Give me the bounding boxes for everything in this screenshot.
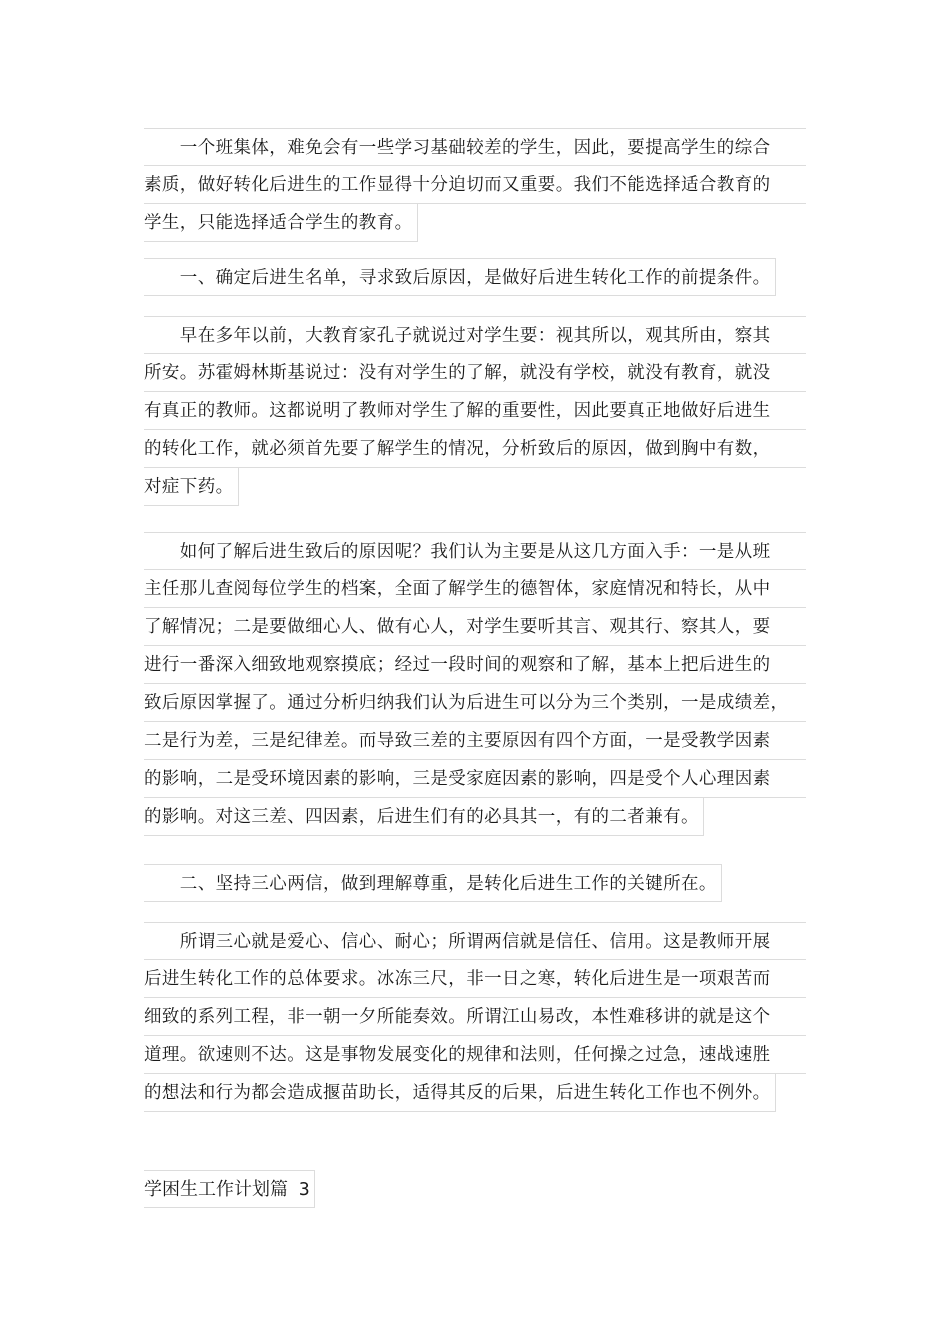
text-line: 的转化工作，就必须首先要了解学生的情况，分析致后的原因，做到胸中有数， <box>144 430 806 468</box>
text-line: 对症下药。 <box>144 468 239 506</box>
paragraph-section-one-title <box>144 258 806 300</box>
text-line: 一、确定后进生名单，寻求致后原因，是做好后进生转化工作的前提条件。 <box>144 258 776 296</box>
text-line: 早在多年以前，大教育家孔子就说过对学生要：视其所以，观其所由，察其 <box>144 316 806 354</box>
section-heading: 学困生工作计划篇 3 <box>144 1170 315 1208</box>
text-line: 的影响，二是受环境因素的影响，三是受家庭因素的影响，四是受个人心理因素 <box>144 760 806 798</box>
text-line: 有真正的教师。这都说明了教师对学生了解的重要性，因此要真正地做好后进生 <box>144 392 806 430</box>
paragraph-confucius <box>144 316 806 510</box>
text-line: 学生，只能选择适合学生的教育。 <box>144 204 418 242</box>
text-line: 的想法和行为都会造成揠苗助长，适得其反的后果，后进生转化工作也不例外。 <box>144 1074 776 1112</box>
text-line: 了解情况；二是要做细心人、做有心人，对学生要听其言、观其行、察其人，要 <box>144 608 806 646</box>
paragraph-causes <box>144 532 806 840</box>
paragraph-intro <box>144 128 806 246</box>
text-line: 所安。苏霍姆林斯基说过：没有对学生的了解，就没有学校，就没有教育，就没 <box>144 354 806 392</box>
text-line: 一个班集体，难免会有一些学习基础较差的学生，因此，要提高学生的综合 <box>144 128 806 166</box>
text-line: 后进生转化工作的总体要求。冰冻三尺，非一日之寒，转化后进生是一项艰苦而 <box>144 960 806 998</box>
text-line: 二是行为差，三是纪律差。而导致三差的主要原因有四个方面，一是受教学因素 <box>144 722 806 760</box>
text-line: 进行一番深入细致地观察摸底；经过一段时间的观察和了解，基本上把后进生的 <box>144 646 806 684</box>
text-line: 如何了解后进生致后的原因呢？我们认为主要是从这几方面入手：一是从班 <box>144 532 806 570</box>
text-line: 所谓三心就是爱心、信心、耐心；所谓两信就是信任、信用。这是教师开展 <box>144 922 806 960</box>
text-line: 细致的系列工程，非一朝一夕所能奏效。所谓江山易改，本性难移讲的就是这个 <box>144 998 806 1036</box>
text-line: 二、坚持三心两信，做到理解尊重，是转化后进生工作的关键所在。 <box>144 864 722 902</box>
text-line: 主任那儿查阅每位学生的档案，全面了解学生的德智体，家庭情况和特长，从中 <box>144 570 806 608</box>
text-line: 的影响。对这三差、四因素，后进生们有的必具其一，有的二者兼有。 <box>144 798 704 836</box>
paragraph-section-two-title <box>144 864 806 906</box>
paragraph-three-hearts <box>144 922 806 1116</box>
text-line: 致后原因掌握了。通过分析归纳我们认为后进生可以分为三个类别，一是成绩差， <box>144 684 806 722</box>
text-line: 素质，做好转化后进生的工作显得十分迫切而又重要。我们不能选择适合教育的 <box>144 166 806 204</box>
text-line: 道理。欲速则不达。这是事物发展变化的规律和法则，任何操之过急，速战速胜 <box>144 1036 806 1074</box>
